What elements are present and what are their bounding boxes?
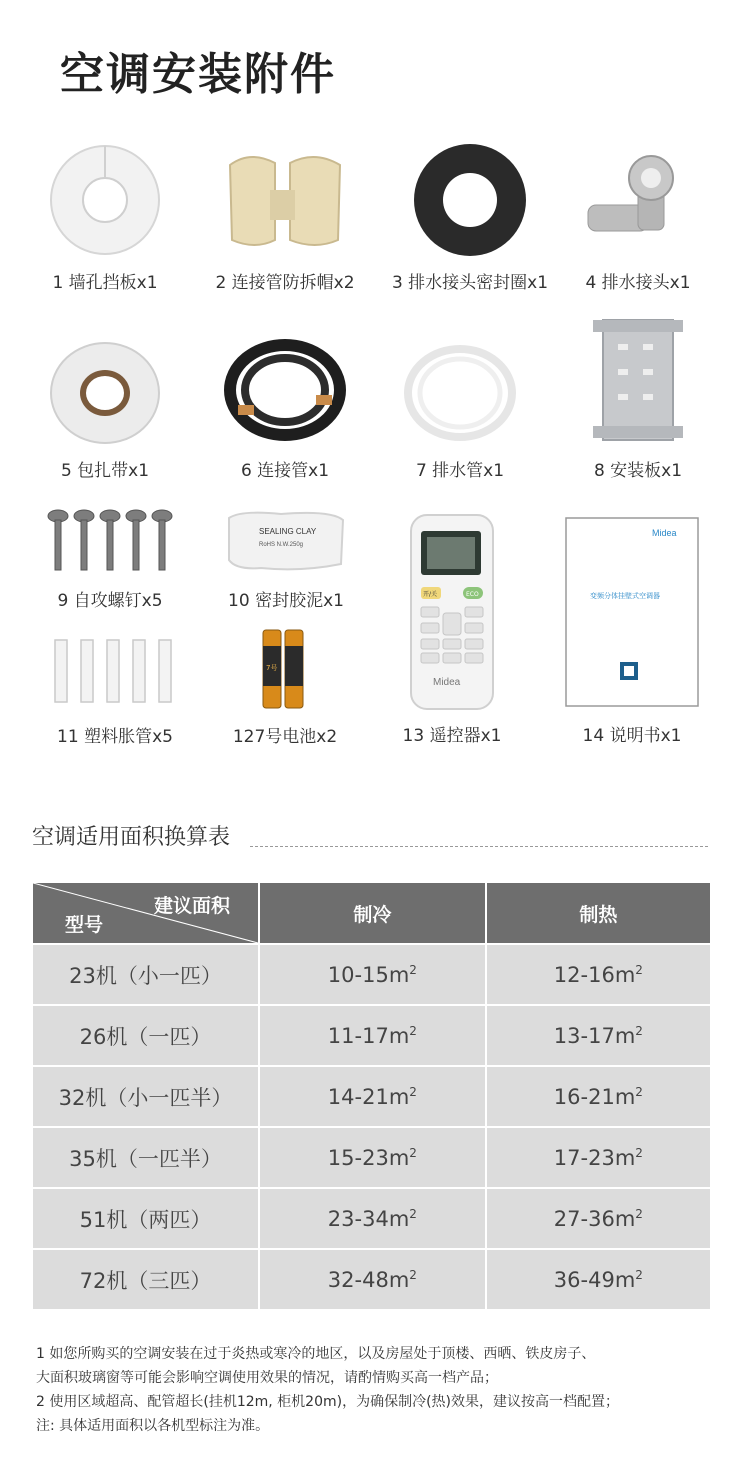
manual-icon — [542, 512, 722, 712]
footnote-1: 1 如您所购买的空调安装在过于炎热或寒冷的地区，以及房屋处于顶楼、西晒、铁皮房子、 — [36, 1346, 596, 1362]
footnotes — [36, 1342, 619, 1438]
accessory-caption: 1 墙孔挡板x1 — [52, 273, 158, 293]
accessory-caption: 13 遥控器x1 — [402, 726, 502, 746]
table-header-model-area — [33, 883, 259, 944]
cell-heating: $13-17m^2$ — [486, 1005, 710, 1066]
table-header-row — [33, 883, 710, 944]
cell-heating: $12-16m^2$ — [486, 944, 710, 1005]
cell-cooling: $11-17m^2$ — [259, 1005, 486, 1066]
header-suggested-area: 建议面积 — [153, 895, 230, 917]
self-tapping-screws-icon — [20, 505, 200, 577]
accessory-caption: 7 排水管x1 — [415, 461, 505, 481]
cell-model: 26机（一匹） — [33, 1005, 259, 1066]
cell-heating: $16-21m^2$ — [486, 1066, 710, 1127]
accessory-caption: 2 连接管防拆帽x2 — [215, 273, 355, 293]
cell-model: 23机（小一匹） — [33, 944, 259, 1005]
footnote-note: 注: 具体适用面积以各机型标注为准。 — [36, 1418, 270, 1434]
accessory-caption: 14 说明书x1 — [582, 726, 682, 746]
header-heating: 制热 — [486, 883, 710, 944]
cell-heating: $36-49m^2$ — [486, 1249, 710, 1309]
accessory-caption: 4 排水接头x1 — [585, 273, 691, 293]
cell-heating: $27-36m^2$ — [486, 1188, 710, 1249]
sealing-clay-icon — [196, 505, 376, 577]
cell-cooling: $10-15m^2$ — [259, 944, 486, 1005]
table-row — [33, 944, 710, 1005]
section-divider — [250, 846, 708, 847]
cell-cooling: $23-34m^2$ — [259, 1188, 486, 1249]
cell-cooling: $32-48m^2$ — [259, 1249, 486, 1309]
drain-hose-icon — [370, 330, 550, 450]
remote-eco-label: ECO — [466, 591, 479, 598]
accessory-caption: 5 包扎带x1 — [60, 461, 150, 481]
cell-model: 72机（三匹） — [33, 1249, 259, 1309]
drain-joint-icon — [548, 140, 728, 260]
cell-model: 32机（小一匹半） — [33, 1066, 259, 1127]
header-model: 型号 — [65, 914, 104, 936]
anti-tamper-cap-icon — [195, 140, 375, 260]
cell-model: 51机（两匹） — [33, 1188, 259, 1249]
footnote-2: 2 使用区域超高、配管超长(挂机12m, 柜机20m)，为确保制冷(热)效果，建议按高一档配置； — [36, 1394, 620, 1410]
plastic-anchors-icon — [25, 636, 205, 708]
section-title: 空调适用面积换算表 — [32, 825, 231, 850]
clay-label: SEALING CLAY — [259, 527, 317, 536]
remote-power-label: 开/关 — [423, 591, 438, 598]
area-conversion-table — [33, 883, 710, 1309]
clay-sub-label: RoHS N.W.250g — [259, 542, 304, 548]
header-cooling: 制冷 — [259, 883, 486, 944]
accessory-caption: 10 密封胶泥x1 — [228, 591, 344, 611]
table-row — [33, 1127, 710, 1188]
cell-cooling: $14-21m^2$ — [259, 1066, 486, 1127]
accessory-caption: 3 排水接头密封圈x1 — [391, 273, 549, 293]
table-row — [33, 1005, 710, 1066]
accessory-caption: 127号电池x2 — [232, 727, 338, 747]
manual-brand: Midea — [652, 528, 677, 538]
table-row — [33, 1249, 710, 1309]
cell-cooling: $15-23m^2$ — [259, 1127, 486, 1188]
drain-seal-ring-icon — [380, 140, 560, 260]
cell-heating: $17-23m^2$ — [486, 1127, 710, 1188]
cell-model: 35机（一匹半） — [33, 1127, 259, 1188]
accessory-caption: 8 安装板x1 — [593, 461, 683, 481]
mounting-plate-icon — [548, 312, 728, 448]
connecting-pipe-icon — [195, 330, 375, 450]
page-title: 空调安装附件 — [60, 49, 336, 100]
table-row — [33, 1188, 710, 1249]
remote-control-icon — [362, 512, 542, 712]
accessory-caption: 11 塑料胀管x5 — [57, 727, 173, 747]
battery-label: 7号 — [266, 664, 278, 672]
batteries-icon — [195, 626, 375, 710]
wall-hole-cover-icon — [15, 140, 195, 260]
table-row — [33, 1066, 710, 1127]
footnote-1-cont: 大面积玻璃窗等可能会影响空调使用效果的情况，请酌情购买高一档产品； — [36, 1370, 498, 1386]
wrapping-tape-icon — [15, 330, 195, 450]
manual-title: 变频分体挂壁式空调器 — [590, 592, 660, 600]
accessory-caption: 6 连接管x1 — [240, 461, 330, 481]
remote-brand: Midea — [433, 677, 461, 688]
accessory-caption: 9 自攻螺钉x5 — [57, 591, 163, 611]
